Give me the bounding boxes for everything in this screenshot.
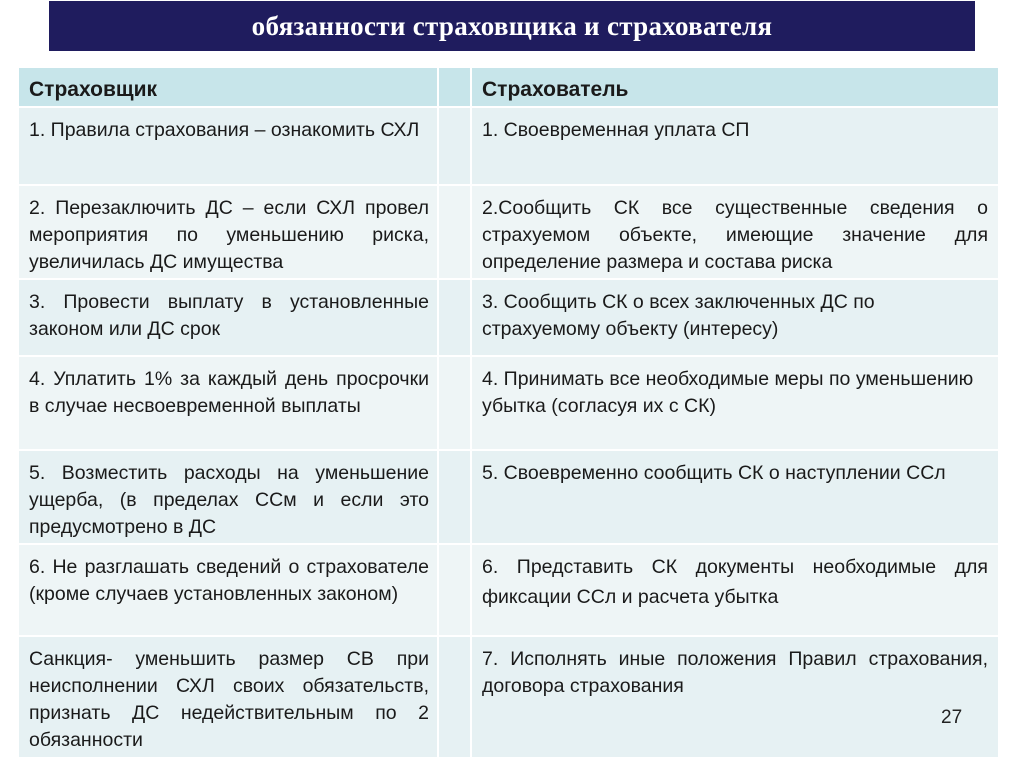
insurer-duty-3: 3. Провести выплату в установленные законом или ДС срок bbox=[19, 280, 437, 355]
table-row bbox=[19, 186, 998, 278]
header-policyholder: Страхователь bbox=[472, 68, 998, 106]
table-row bbox=[19, 451, 998, 543]
policyholder-duty-2: 2.Сообщить СК все существенные сведения о страхуемом объекте, имеющие значение для определение размера и состава риска bbox=[472, 186, 998, 278]
table-row bbox=[19, 545, 998, 635]
insurer-duty-5: 5. Возместить расходы на уменьшение ущерба, (в пределах ССм и если это предусмотрено в ДС bbox=[19, 451, 437, 543]
policyholder-duty-4: 4. Принимать все необходимые меры по уменьшению убытка (согласуя их с СК) bbox=[472, 357, 998, 449]
column-gap bbox=[439, 108, 470, 184]
table-header-row bbox=[19, 68, 998, 106]
column-gap bbox=[439, 545, 470, 635]
insurer-sanction: Санкция- уменьшить размер СВ при неисполнении СХЛ своих обязательств, признать ДС недействительным по 2 обязанности bbox=[19, 637, 437, 757]
table-row bbox=[19, 280, 998, 355]
table-row bbox=[19, 357, 998, 449]
column-gap bbox=[439, 68, 470, 106]
title-bar bbox=[49, 1, 975, 51]
policyholder-duty-3: 3. Сообщить СК о всех заключенных ДС по страхуемому объекту (интересу) bbox=[472, 280, 998, 355]
insurer-duty-2: 2. Перезаключить ДС – если СХЛ провел мероприятия по уменьшению риска, увеличилась ДС имущества bbox=[19, 186, 437, 278]
column-gap bbox=[439, 451, 470, 543]
column-gap bbox=[439, 637, 470, 757]
page-title: обязанности страховщика и страхователя bbox=[251, 10, 773, 41]
column-gap bbox=[439, 357, 470, 449]
insurer-duty-4: 4. Уплатить 1% за каждый день просрочки в случае несвоевременной выплаты bbox=[19, 357, 437, 449]
policyholder-duty-5: 5. Своевременно сообщить СК о наступлении ССл bbox=[472, 451, 998, 543]
policyholder-duty-7: 7. Исполнять иные положения Правил страхования, договора страхования bbox=[472, 637, 998, 757]
insurer-duty-6: 6. Не разглашать сведений о страхователе (кроме случаев установленных законом) bbox=[19, 545, 437, 635]
insurer-duty-1: 1. Правила страхования – ознакомить СХЛ bbox=[19, 108, 437, 184]
header-insurer: Страховщик bbox=[19, 68, 437, 106]
duties-table bbox=[19, 68, 998, 758]
policyholder-duty-6: 6. Представить СК документы необходимые для фиксации ССл и расчета убытка bbox=[472, 545, 998, 635]
table-row bbox=[19, 108, 998, 184]
policyholder-duty-1: 1. Своевременная уплата СП bbox=[472, 108, 998, 184]
table-row bbox=[19, 637, 998, 757]
column-gap bbox=[439, 280, 470, 355]
column-gap bbox=[439, 186, 470, 278]
page-number: 27 bbox=[941, 707, 963, 728]
